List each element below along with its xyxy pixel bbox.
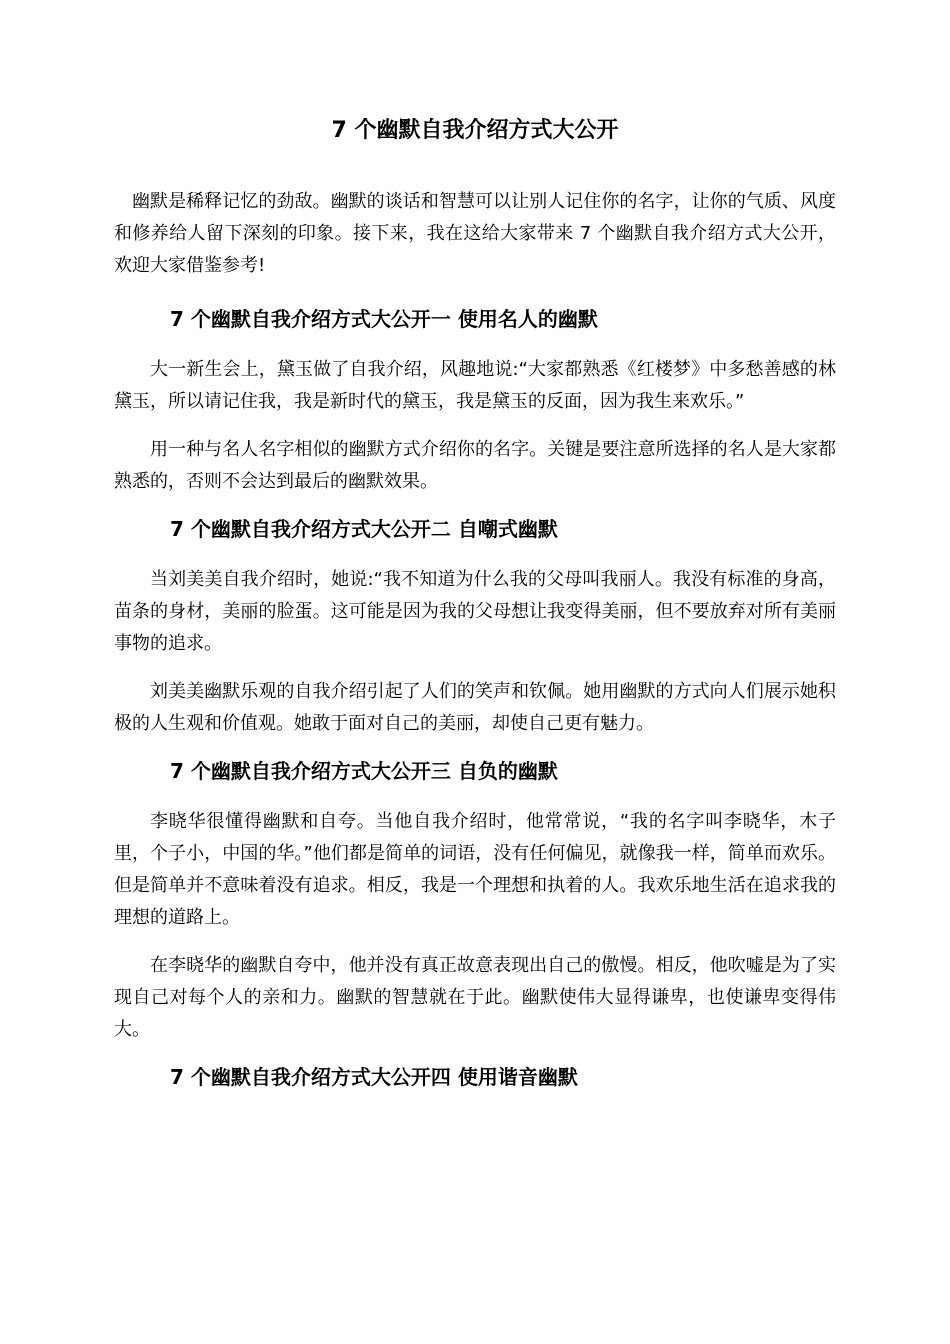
section-heading-4: 7 个幽默自我介绍方式大公开四 使用谐音幽默 bbox=[170, 1065, 578, 1089]
section-heading-3: 7 个幽默自我介绍方式大公开三 自负的幽默 bbox=[170, 759, 558, 783]
section-2-paragraph-1: 当刘美美自我介绍时，她说:“我不知道为什么我的父母叫我丽人。我没有标准的身高，苗条的身材，美丽的脸蛋。这可能是因为我的父母想让我变得美丽，但不要放弃对所有美丽事物的追求。 bbox=[114, 569, 836, 654]
document-title: 7 个幽默自我介绍方式大公开 bbox=[331, 118, 619, 143]
section-heading-2: 7 个幽默自我介绍方式大公开二 自嘲式幽默 bbox=[170, 517, 558, 541]
section-2-paragraph-2: 刘美美幽默乐观的自我介绍引起了人们的笑声和钦佩。她用幽默的方式向人们展示她积极的人生观和价值观。她敢于面对自己的美丽，却使自己更有魅力。 bbox=[114, 681, 836, 734]
section-1-paragraph-2: 用一种与名人名字相似的幽默方式介绍你的名字。关键是要注意所选择的名人是大家都熟悉的，否则不会达到最后的幽默效果。 bbox=[114, 439, 836, 492]
section-1-paragraph-1: 大一新生会上，黛玉做了自我介绍，风趣地说:“大家都熟悉《红楼梦》中多愁善感的林黛玉，所以请记住我，我是新时代的黛玉，我是黛玉的反面，因为我生来欢乐。” bbox=[114, 359, 836, 412]
section-3-paragraph-1: 李晓华很懂得幽默和自夸。当他自我介绍时，他常常说，“我的名字叫李晓华，木子里，个子小，中国的华。”他们都是简单的词语，没有任何偏见，就像我一样，简单而欢乐。但是简单并不意味着没有追求。相反，我是一个理想和执着的人。我欢乐地生活在追求我的理想的道路上。 bbox=[114, 811, 836, 928]
section-3-paragraph-2: 在李晓华的幽默自夸中，他并没有真正故意表现出自己的傲慢。相反，他吹嘘是为了实现自己对每个人的亲和力。幽默的智慧就在于此。幽默使伟大显得谦卑，也使谦卑变得伟大。 bbox=[114, 955, 836, 1040]
section-heading-1: 7 个幽默自我介绍方式大公开一 使用名人的幽默 bbox=[170, 307, 598, 331]
intro-paragraph: 幽默是稀释记忆的劲敌。幽默的谈话和智慧可以让别人记住你的名字，让你的气质、风度和修养给人留下深刻的印象。接下来，我在这给大家带来 7 个幽默自我介绍方式大公开，欢迎大家借鉴参考! bbox=[114, 191, 836, 276]
